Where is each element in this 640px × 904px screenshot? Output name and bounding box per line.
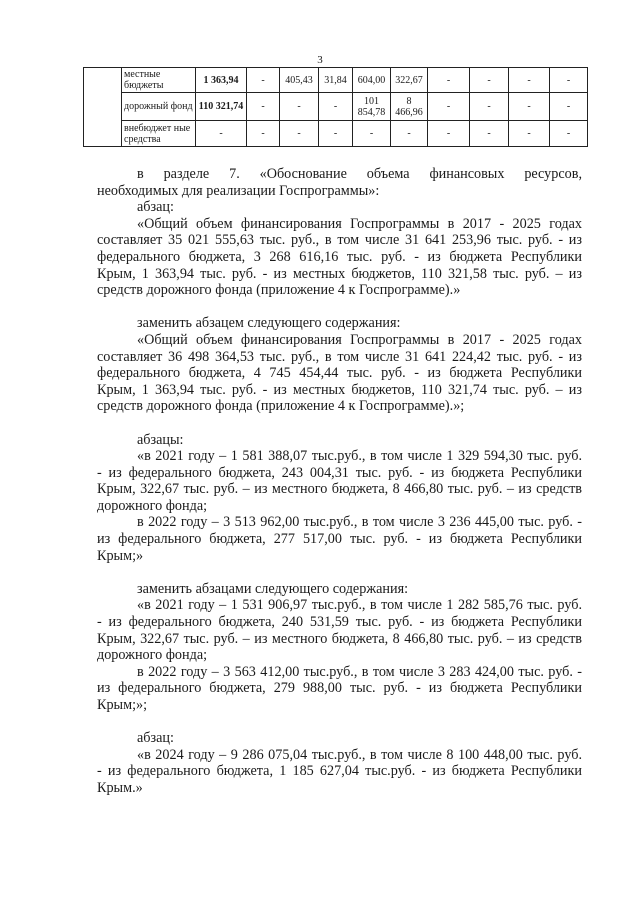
text-line: «Общий объем финансирования Госпрограммы в 2017 - 2025 годах	[137, 331, 582, 348]
text-line: необходимых для реализации Госпрограммы»:	[97, 182, 380, 199]
table-cell: 405,43	[280, 68, 319, 93]
table-cell: -	[280, 93, 319, 121]
text-line: абзац:	[137, 730, 174, 747]
text-line: средств дорожного фонда (приложение 4 к Госпрограмме).»;	[97, 398, 465, 415]
text-line: составляет 36 498 364,53 тыс. руб., в том числе 31 641 224,42 тыс. руб. - из	[97, 348, 582, 365]
table-cell: -	[319, 93, 353, 121]
table-cell: -	[247, 121, 280, 147]
text-line: абзацы:	[137, 431, 184, 448]
table-cell: -	[470, 93, 509, 121]
text-line: абзац:	[137, 199, 174, 216]
text-line: - из федерального бюджета, 243 004,31 тыс. руб. - из бюджета Республики	[97, 464, 582, 481]
text-line: «Общий объем финансирования Госпрограммы в 2017 - 2025 годах	[137, 215, 582, 232]
table-cell: 604,00	[353, 68, 391, 93]
text-line: «в 2021 году – 1 531 906,97 тыс.руб., в том числе 1 282 585,76 тыс. руб.	[137, 597, 582, 614]
text-line: заменить абзацами следующего содержания:	[137, 580, 409, 597]
table-cell: 8 466,96	[391, 93, 428, 121]
text-line: в 2022 году – 3 513 962,00 тыс.руб., в том числе 3 236 445,00 тыс. руб. -	[137, 514, 582, 531]
table-cell: -	[550, 68, 588, 93]
text-line: Крым.»	[97, 779, 143, 796]
table-cell: -	[280, 121, 319, 147]
text-line: дорожного фонда;	[97, 497, 208, 514]
row-label: дорожный фонд	[122, 93, 196, 121]
table-cell: -	[428, 121, 470, 147]
text-line: дорожного фонда;	[97, 647, 208, 664]
table-row	[84, 121, 588, 147]
text-line: из федерального бюджета, 279 988,00 тыс. руб. - из бюджета Республики	[97, 680, 582, 697]
table-cell: -	[353, 121, 391, 147]
table-cell: -	[470, 121, 509, 147]
table-row	[84, 68, 588, 93]
table-cell: 1 363,94	[196, 68, 247, 93]
text-line: федерального бюджета, 3 268 616,16 тыс. руб. - из бюджета Республики	[97, 248, 582, 265]
table-cell-blank	[84, 68, 122, 147]
table-cell: 110 321,74	[196, 93, 247, 121]
table-cell: -	[550, 93, 588, 121]
table-row	[84, 93, 588, 121]
text-line: Крым, 322,67 тыс. руб. – из местного бюджета, 8 466,80 тыс. руб. – из средств	[97, 630, 582, 647]
text-line: в 2022 году – 3 563 412,00 тыс.руб., в том числе 3 283 424,00 тыс. руб. -	[137, 663, 582, 680]
table-cell: -	[550, 121, 588, 147]
text-line: - из федерального бюджета, 1 185 627,04 тыс.руб. - из бюджета Республики	[97, 763, 582, 780]
text-line: Крым, 1 363,94 тыс. руб. - из местных бюджетов, 110 321,74 тыс. руб. – из	[97, 381, 582, 398]
text-line: в разделе 7. «Обоснование объема финансовых ресурсов,	[137, 166, 582, 182]
table-cell: -	[196, 121, 247, 147]
table-cell: -	[509, 93, 550, 121]
financing-table	[83, 67, 588, 147]
page-number: 3	[317, 54, 323, 66]
text-line: из федерального бюджета, 277 517,00 тыс. руб. - из бюджета Республики	[97, 531, 582, 548]
table-cell: -	[428, 68, 470, 93]
text-line: заменить абзацем следующего содержания:	[137, 315, 401, 332]
text-line: Крым;»;	[97, 697, 148, 713]
amendment-text	[97, 166, 582, 797]
table-cell: -	[428, 93, 470, 121]
text-line: «в 2021 году – 1 581 388,07 тыс.руб., в том числе 1 329 594,30 тыс. руб.	[137, 448, 582, 465]
table-cell: -	[247, 93, 280, 121]
text-line: составляет 35 021 555,63 тыс. руб., в том числе 31 641 253,96 тыс. руб. - из	[97, 232, 582, 249]
table-cell: -	[470, 68, 509, 93]
text-line: Крым;»	[97, 547, 144, 564]
table-cell: -	[509, 68, 550, 93]
table-cell: -	[509, 121, 550, 147]
text-line: - из федерального бюджета, 240 531,59 тыс. руб. - из бюджета Республики	[97, 614, 582, 631]
text-line: Крым, 322,67 тыс. руб. – из местного бюджета, 8 466,80 тыс. руб. – из средств	[97, 481, 582, 498]
row-label: местные бюджеты	[122, 68, 196, 93]
text-line: средств дорожного фонда (приложение 4 к Госпрограмме).»	[97, 282, 461, 299]
table-cell: -	[247, 68, 280, 93]
row-label: внебюджет ные средства	[122, 121, 196, 147]
table-cell: 31,84	[319, 68, 353, 93]
table-cell: -	[391, 121, 428, 147]
table-cell: -	[319, 121, 353, 147]
table-cell: 322,67	[391, 68, 428, 93]
table-cell: 101 854,78	[353, 93, 391, 121]
text-line: Крым, 1 363,94 тыс. руб. - из местных бюджетов, 110 321,58 тыс. руб. – из	[97, 265, 582, 282]
text-line: «в 2024 году – 9 286 075,04 тыс.руб., в том числе 8 100 448,00 тыс. руб.	[137, 746, 582, 763]
text-line: федерального бюджета, 4 745 454,44 тыс. руб. - из бюджета Республики	[97, 365, 582, 382]
